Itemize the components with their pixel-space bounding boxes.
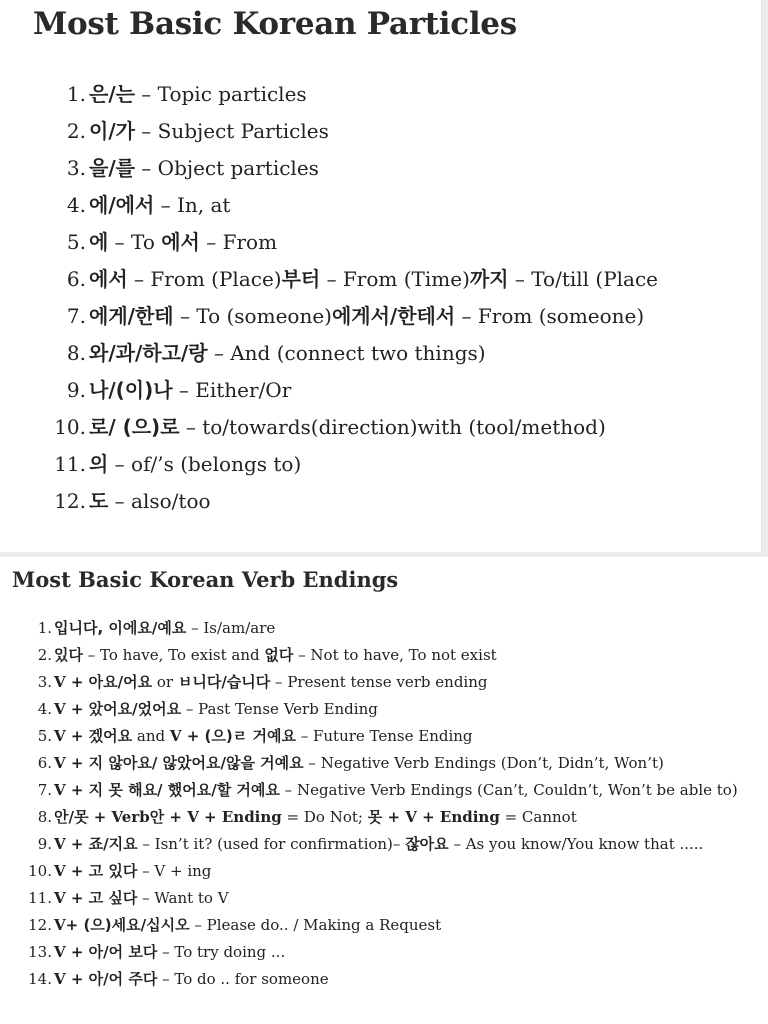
korean-term: 입니다, 이에요/예요 xyxy=(54,619,187,637)
item-text: V + xyxy=(54,781,89,799)
item-text: – Subject Particles xyxy=(134,119,329,143)
korean-term: (으)ㄹ 거예요 xyxy=(204,727,296,745)
korean-term: 나/(이)나 xyxy=(89,378,173,402)
item-number: 13. xyxy=(28,943,52,961)
item-text: – To/till (Place xyxy=(508,267,659,291)
particles-title: Most Basic Korean Particles xyxy=(33,6,517,42)
item-text: – Negative Verb Endings (Can’t, Couldn’t, Won’t be able to) xyxy=(279,781,738,799)
korean-term: 아요/어요 xyxy=(88,673,153,691)
item-number: 6. xyxy=(66,267,86,291)
item-text: – To (someone) xyxy=(173,304,332,328)
item-number: 7. xyxy=(66,304,86,328)
item-text: – to/towards(direction)with (tool/method) xyxy=(179,415,606,439)
item-text: – Not to have, To not exist xyxy=(293,646,497,664)
item-text: V + xyxy=(169,727,205,745)
korean-term: 아/어 주다 xyxy=(88,970,158,988)
item-text: – To have, To exist and xyxy=(82,646,265,664)
item-text: – As you know/You know that ..... xyxy=(448,835,704,853)
korean-term: 와/과/하고/랑 xyxy=(89,341,208,365)
particle-item xyxy=(0,76,760,113)
particle-item xyxy=(0,113,760,150)
verb-ending-item xyxy=(0,885,768,912)
item-number: 5. xyxy=(66,230,86,254)
item-text: V + xyxy=(54,943,89,961)
item-text: – And (connect two things) xyxy=(207,341,486,365)
item-number: 7. xyxy=(37,781,52,799)
item-text: – From (someone) xyxy=(455,304,645,328)
item-text: or xyxy=(152,673,178,691)
korean-term: 의 xyxy=(89,452,109,476)
particle-item xyxy=(0,187,760,224)
item-number: 8. xyxy=(37,808,52,826)
item-number: 3. xyxy=(37,673,52,691)
item-text: – Please do.. / Making a Request xyxy=(189,916,442,934)
particles-list xyxy=(0,76,760,520)
korean-term: 까지 xyxy=(469,267,509,291)
item-number: 3. xyxy=(66,156,86,180)
verb-ending-item xyxy=(0,804,768,831)
item-number: 4. xyxy=(66,193,86,217)
item-number: 10. xyxy=(28,862,52,880)
item-text: – To xyxy=(108,230,162,254)
korean-term: 도 xyxy=(89,489,109,513)
korean-term: 고 있다 xyxy=(88,862,138,880)
item-text: – Topic particles xyxy=(134,82,307,106)
particle-item xyxy=(0,224,760,261)
verb-ending-item xyxy=(0,939,768,966)
item-text: – To try doing ... xyxy=(157,943,286,961)
item-number: 8. xyxy=(66,341,86,365)
item-number: 2. xyxy=(66,119,86,143)
item-text: – In, at xyxy=(154,193,231,217)
item-text: – Want to V xyxy=(137,889,229,907)
korean-term: 지 않아요/ 않았어요/않을 거예요 xyxy=(88,754,304,772)
korean-term: 지 못 해요/ 했어요/할 거예요 xyxy=(88,781,280,799)
item-text: – From (Place) xyxy=(127,267,282,291)
korean-term: 안/못 xyxy=(54,808,89,826)
item-text: V + xyxy=(54,889,89,907)
verb-ending-item xyxy=(0,642,768,669)
item-text: V + xyxy=(54,862,89,880)
korean-term: 아/어 보다 xyxy=(88,943,158,961)
particle-item xyxy=(0,335,760,372)
item-text: + V + Ending xyxy=(164,808,282,826)
verb-ending-item xyxy=(0,669,768,696)
item-text: = Do Not; xyxy=(281,808,368,826)
korean-term: 못 xyxy=(367,808,383,826)
verb-ending-item xyxy=(0,723,768,750)
korean-term: 에게/한테 xyxy=(89,304,174,328)
verb-ending-item xyxy=(0,912,768,939)
korean-term: 안 xyxy=(149,808,165,826)
korean-term: 에게서/한테서 xyxy=(331,304,456,328)
item-text: + V + Ending xyxy=(382,808,500,826)
korean-term: 잖아요 xyxy=(405,835,449,853)
korean-term: 았어요/었어요 xyxy=(88,700,182,718)
korean-term: 죠/지요 xyxy=(88,835,138,853)
item-text: – Either/Or xyxy=(172,378,292,402)
korean-term: 에 xyxy=(89,230,109,254)
korean-term: 에/에서 xyxy=(89,193,155,217)
korean-term: 에서 xyxy=(161,230,200,254)
item-text: V + xyxy=(54,754,89,772)
item-number: 4. xyxy=(37,700,52,718)
particle-item xyxy=(0,261,760,298)
item-text: – Is/am/are xyxy=(186,619,276,637)
verb-ending-item xyxy=(0,750,768,777)
korean-term: ㅂ니다/습니다 xyxy=(177,673,271,691)
item-number: 2. xyxy=(37,646,52,664)
item-number: 11. xyxy=(54,452,86,476)
korean-term: (으)세요/십시오 xyxy=(83,916,190,934)
verb-ending-item xyxy=(0,831,768,858)
item-number: 6. xyxy=(37,754,52,772)
korean-term: 은/는 xyxy=(89,82,135,106)
particle-item xyxy=(0,446,760,483)
item-number: 1. xyxy=(37,619,52,637)
item-text: + Verb xyxy=(88,808,150,826)
particle-item xyxy=(0,298,760,335)
korean-term: 이/가 xyxy=(89,119,135,143)
item-text: V + xyxy=(54,700,89,718)
item-text: – V + ing xyxy=(137,862,212,880)
verb-endings-title: Most Basic Korean Verb Endings xyxy=(12,567,399,592)
item-number: 11. xyxy=(28,889,52,907)
verb-ending-item xyxy=(0,696,768,723)
item-text: and xyxy=(132,727,170,745)
verb-ending-item xyxy=(0,966,768,993)
item-number: 5. xyxy=(37,727,52,745)
korean-term: 고 싶다 xyxy=(88,889,138,907)
item-text: – Isn’t it? (used for confirmation)– xyxy=(137,835,406,853)
item-number: 9. xyxy=(66,378,86,402)
item-number: 12. xyxy=(54,489,86,513)
item-number: 10. xyxy=(54,415,86,439)
item-text: V + xyxy=(54,727,89,745)
item-text: V + xyxy=(54,835,89,853)
verb-ending-item xyxy=(0,615,768,642)
item-text: – From xyxy=(199,230,278,254)
particle-item xyxy=(0,409,760,446)
korean-term: 겠어요 xyxy=(88,727,133,745)
korean-term: 없다 xyxy=(264,646,294,664)
korean-term: 을/를 xyxy=(89,156,135,180)
item-text: V + xyxy=(54,970,89,988)
korean-term: 에서 xyxy=(89,267,128,291)
item-text: = Cannot xyxy=(499,808,577,826)
item-number: 1. xyxy=(66,82,86,106)
korean-term: 있다 xyxy=(54,646,83,664)
item-text: – From (Time) xyxy=(320,267,470,291)
item-text: – Object particles xyxy=(134,156,319,180)
item-text: V + xyxy=(54,673,89,691)
item-text: – Present tense verb ending xyxy=(270,673,488,691)
korean-term: 부터 xyxy=(281,267,321,291)
verb-endings-list xyxy=(0,615,768,993)
item-number: 14. xyxy=(28,970,52,988)
verb-ending-item xyxy=(0,858,768,885)
particle-item xyxy=(0,150,760,187)
item-text: V+ xyxy=(54,916,84,934)
particle-item xyxy=(0,483,760,520)
item-number: 12. xyxy=(28,916,52,934)
item-text: – also/too xyxy=(108,489,211,513)
verb-ending-item xyxy=(0,777,768,804)
item-text: – Past Tense Verb Ending xyxy=(181,700,378,718)
particle-item xyxy=(0,372,760,409)
verb-endings-panel xyxy=(0,557,768,1024)
korean-term: 로/ (으)로 xyxy=(89,415,180,439)
item-text: – of/’s (belongs to) xyxy=(108,452,302,476)
item-number: 9. xyxy=(37,835,52,853)
item-text: – Negative Verb Endings (Don’t, Didn’t, Won’t) xyxy=(303,754,664,772)
item-text: – Future Tense Ending xyxy=(295,727,473,745)
item-text: – To do .. for someone xyxy=(157,970,329,988)
